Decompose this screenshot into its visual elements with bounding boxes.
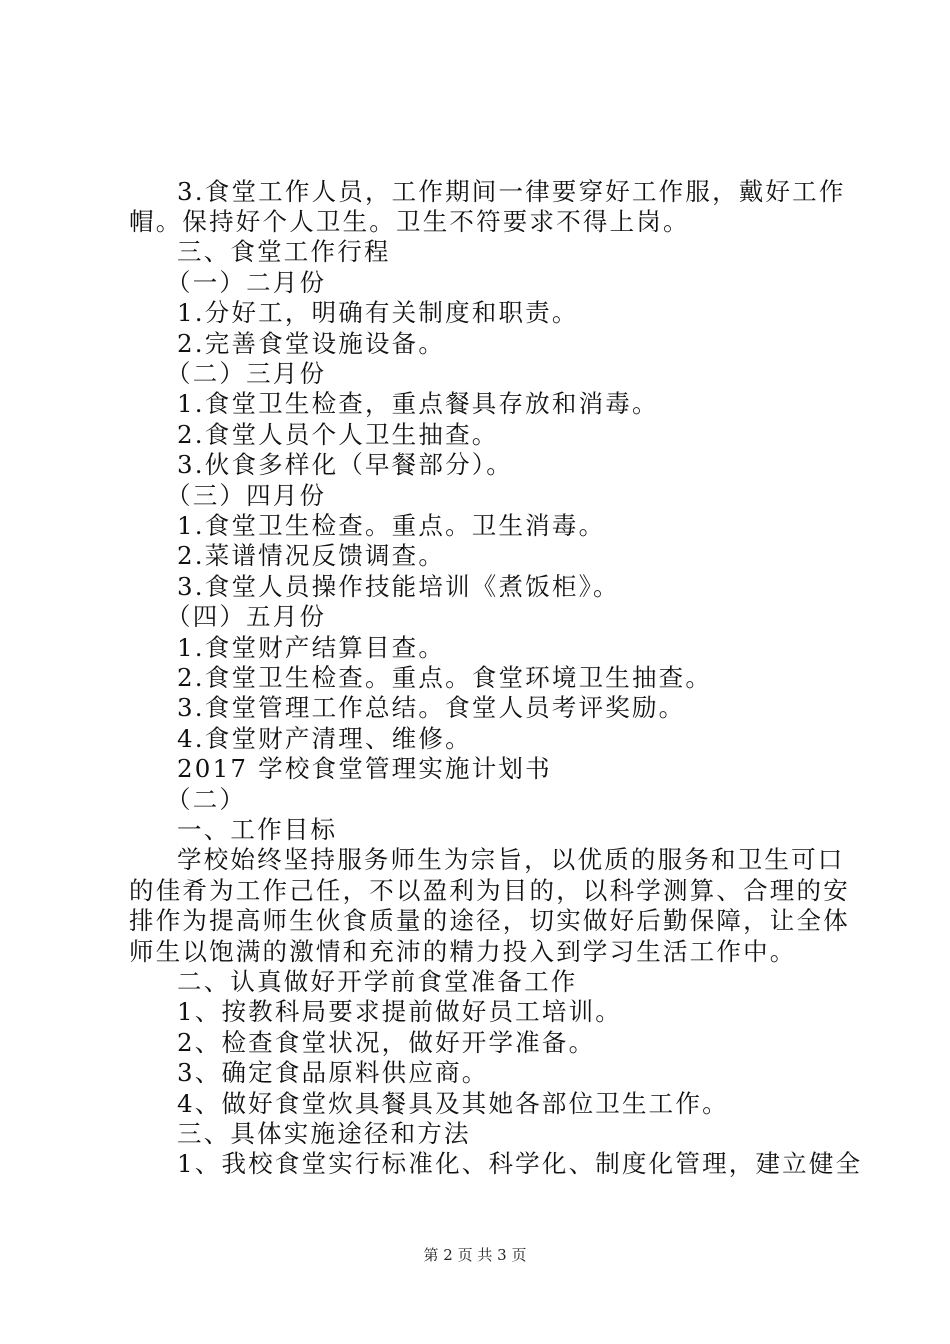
text-line: 3.食堂工作人员，工作期间一律要穿好工作服，戴好工作 bbox=[177, 177, 846, 206]
text-line: 帽。保持好个人卫生。卫生不符要求不得上岗。 bbox=[129, 207, 690, 236]
subsection-heading: （三）四月份 bbox=[166, 481, 327, 510]
text-line: 2.食堂人员个人卫生抽查。 bbox=[177, 420, 499, 449]
page-footer: 第 2 页 共 3 页 bbox=[423, 1246, 527, 1264]
text-line: 4、做好食堂炊具餐具及其她各部位卫生工作。 bbox=[177, 1089, 729, 1118]
subsection-heading: （二）三月份 bbox=[166, 359, 327, 388]
text-line: 师生以饱满的激情和充沛的精力投入到学习生活工作中。 bbox=[129, 937, 797, 966]
text-line: 2.食堂卫生检查。重点。食堂环境卫生抽查。 bbox=[177, 663, 713, 692]
section-heading: 三、具体实施途径和方法 bbox=[177, 1119, 471, 1148]
subsection-heading: （一）二月份 bbox=[166, 268, 327, 297]
text-line: 1、我校食堂实行标准化、科学化、制度化管理，建立健全 bbox=[177, 1149, 863, 1178]
text-line: 的佳肴为工作己任，不以盈利为目的，以科学测算、合理的安 bbox=[129, 876, 850, 905]
text-line: 2.完善食堂设施设备。 bbox=[177, 329, 446, 358]
text-line: 3、确定食品原料供应商。 bbox=[177, 1058, 489, 1087]
text-line: 3.伙食多样化（早餐部分）。 bbox=[177, 450, 513, 479]
text-line: 3.食堂人员操作技能培训《煮饭柜》。 bbox=[177, 572, 620, 601]
text-line: 1.食堂卫生检查。重点。卫生消毒。 bbox=[177, 511, 606, 540]
text-line: 2、检查食堂状况，做好开学准备。 bbox=[177, 1028, 596, 1057]
subsection-heading: （二） bbox=[166, 785, 247, 814]
text-line: 1、按教科局要求提前做好员工培训。 bbox=[177, 997, 622, 1026]
subsection-heading: （四）五月份 bbox=[166, 602, 327, 631]
text-line: 4.食堂财产清理、维修。 bbox=[177, 724, 472, 753]
section-heading: 一、工作目标 bbox=[177, 815, 338, 844]
document-title: 2017 学校食堂管理实施计划书 bbox=[177, 754, 552, 783]
section-heading: 三、食堂工作行程 bbox=[177, 237, 391, 266]
text-line: 2.菜谱情况反馈调查。 bbox=[177, 541, 446, 570]
text-line: 学校始终坚持服务师生为宗旨，以优质的服务和卫生可口 bbox=[177, 845, 845, 874]
text-line: 排作为提高师生伙食质量的途径，切实做好后勤保障，让全体 bbox=[129, 906, 850, 935]
section-heading: 二、认真做好开学前食堂准备工作 bbox=[177, 967, 578, 996]
text-line: 1.食堂卫生检查，重点餐具存放和消毒。 bbox=[177, 389, 659, 418]
text-line: 3.食堂管理工作总结。食堂人员考评奖励。 bbox=[177, 693, 686, 722]
text-line: 1.食堂财产结算目查。 bbox=[177, 633, 446, 662]
text-line: 1.分好工，明确有关制度和职责。 bbox=[177, 298, 579, 327]
